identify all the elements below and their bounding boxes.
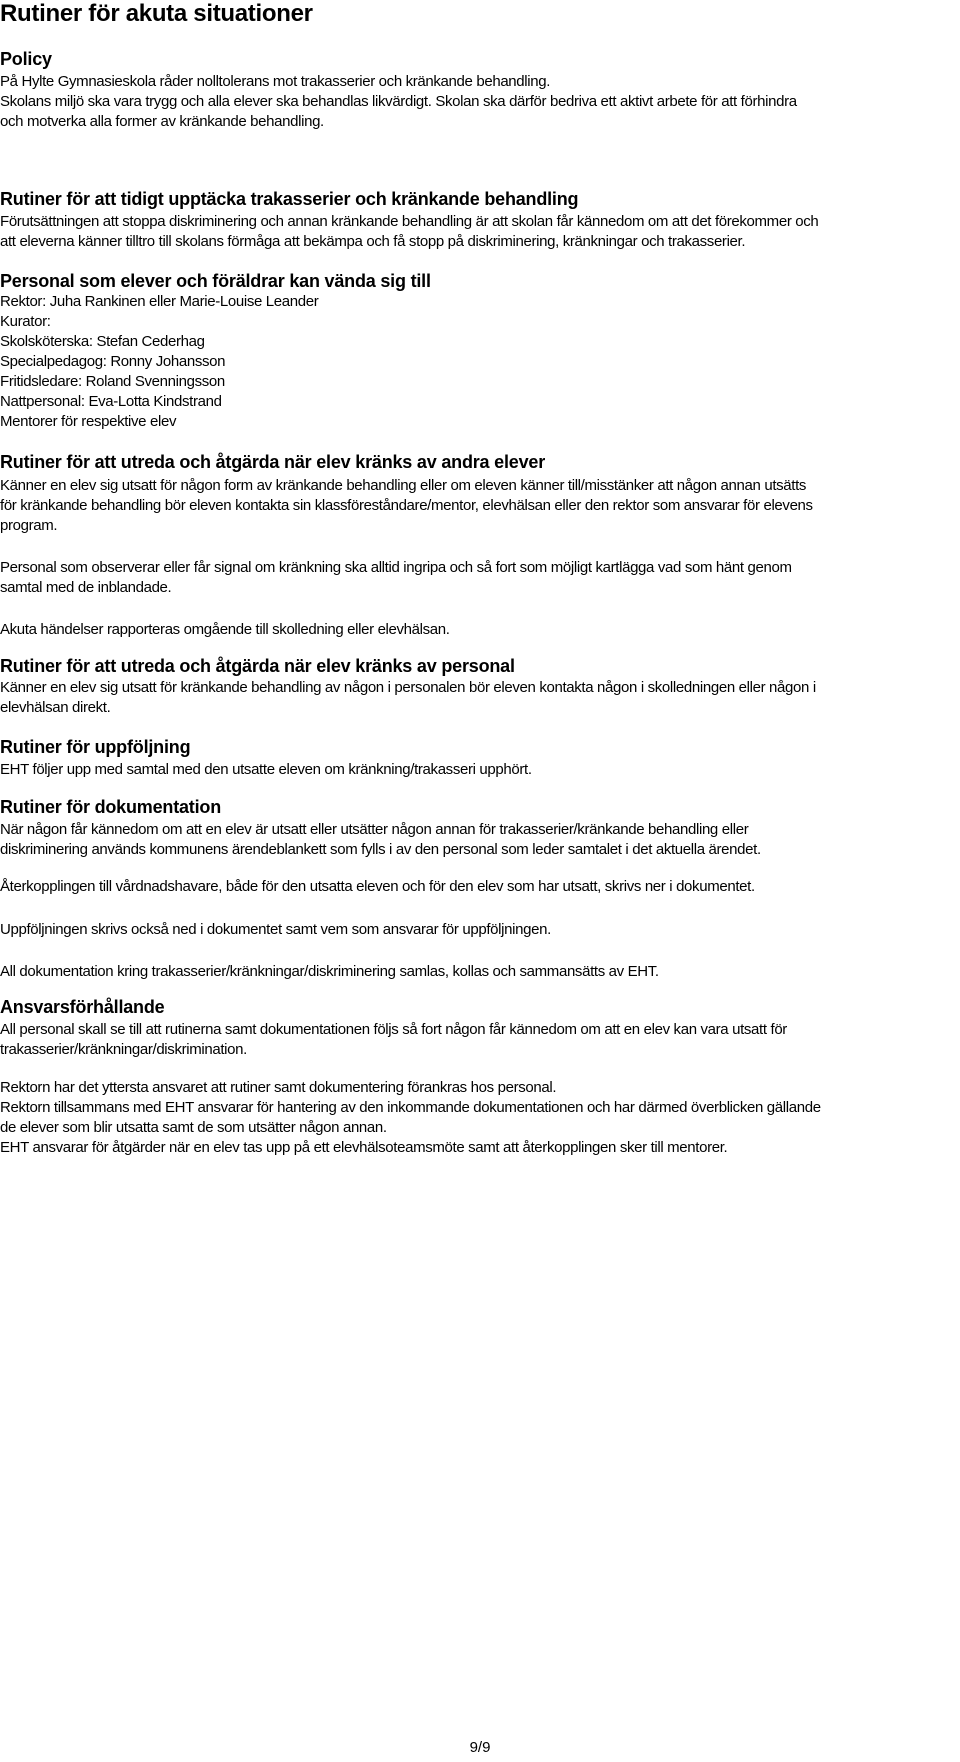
policy-heading: Policy — [0, 49, 52, 69]
text-line: Känner en elev sig utsatt för någon form av kränkande behandling eller om eleven känner till/misstänker att någon annan utsätts — [0, 477, 807, 494]
contact-item: Skolsköterska: Stefan Cederhag — [0, 333, 205, 350]
text-line: Akuta händelser rapporteras omgående till skolledning eller elevhälsan. — [0, 621, 450, 638]
text-line: På Hylte Gymnasieskola råder nolltolerans mot trakasserier och kränkande behandling. — [0, 73, 551, 90]
student-offense-heading: Rutiner för att utreda och åtgärda när elev kränks av andra elever — [0, 452, 546, 472]
text-line: trakasserier/kränkningar/diskrimination. — [0, 1041, 247, 1058]
staff-offense-heading: Rutiner för att utreda och åtgärda när elev kränks av personal — [0, 656, 515, 676]
contacts-list — [0, 292, 955, 432]
text-line: Personal som observerar eller får signal om kränkning ska alltid ingripa och så fort som möjligt kartlägga vad som hänt genom — [0, 559, 792, 576]
page-title: Rutiner för akuta situationer — [0, 0, 313, 27]
early-detection-heading: Rutiner för att tidigt upptäcka trakasserier och kränkande behandling — [0, 189, 579, 209]
text-line: Rektorn har det yttersta ansvaret att rutiner samt dokumentering förankras hos personal. — [0, 1079, 557, 1096]
early-detection-text — [0, 212, 955, 252]
documentation-para-2 — [0, 877, 955, 897]
text-line: Skolans miljö ska vara trygg och alla elever ska behandlas likvärdigt. Skolan ska därför bedriva ett aktivt arbete för att förhindra — [0, 93, 797, 110]
student-offense-para-3 — [0, 620, 955, 640]
contacts-heading: Personal som elever och föräldrar kan vända sig till — [0, 271, 431, 291]
contact-item: Specialpedagog: Ronny Johansson — [0, 353, 226, 370]
contact-item: Mentorer för respektive elev — [0, 413, 177, 430]
text-line: All dokumentation kring trakasserier/kränkningar/diskriminering samlas, kollas och sammansätts av EHT. — [0, 963, 659, 980]
documentation-para-3 — [0, 920, 955, 940]
responsibility-para-1 — [0, 1020, 955, 1060]
student-offense-para-1 — [0, 476, 955, 536]
text-line: Förutsättningen att stoppa diskriminering och annan kränkande behandling är att skolan får kännedom om att det förekommer och — [0, 213, 819, 230]
responsibility-para-2 — [0, 1078, 955, 1158]
student-offense-para-2 — [0, 558, 955, 598]
text-line: elevhälsan direkt. — [0, 699, 111, 716]
text-line: EHT följer upp med samtal med den utsatte eleven om kränkning/trakasseri upphört. — [0, 761, 532, 778]
staff-offense-text — [0, 678, 955, 718]
responsibility-heading: Ansvarsförhållande — [0, 997, 165, 1017]
text-line: för kränkande behandling bör eleven kontakta sin klassföreståndare/mentor, elevhälsan eller den rektor som ansvarar för elevens — [0, 497, 813, 514]
text-line: och motverka alla former av kränkande behandling. — [0, 113, 324, 130]
text-line: Känner en elev sig utsatt för kränkande behandling av någon i personalen bör eleven kontakta någon i skolledningen eller någon i — [0, 679, 816, 696]
text-line: de elever som blir utsatta samt de som utsätter någon annan. — [0, 1119, 387, 1136]
text-line: EHT ansvarar för åtgärder när en elev tas upp på ett elevhälsoteamsmöte samt att återkopplingen sker till mentorer. — [0, 1139, 728, 1156]
documentation-para-4 — [0, 962, 955, 982]
contact-item: Nattpersonal: Eva-Lotta Kindstrand — [0, 393, 222, 410]
text-line: När någon får kännedom om att en elev är utsatt eller utsätter någon annan för trakasserier/kränkande behandling eller — [0, 821, 749, 838]
followup-heading: Rutiner för uppföljning — [0, 737, 191, 757]
page-number: 9/9 — [469, 1739, 491, 1756]
text-line: All personal skall se till att rutinerna samt dokumentationen följs så fort någon får kännedom om att en elev kan vara utsatt för — [0, 1021, 787, 1038]
documentation-heading: Rutiner för dokumentation — [0, 797, 221, 817]
policy-text — [0, 72, 955, 132]
contact-item: Rektor: Juha Rankinen eller Marie-Louise Leander — [0, 293, 319, 310]
text-line: samtal med de inblandade. — [0, 579, 172, 596]
text-line: Återkopplingen till vårdnadshavare, både för den utsatta eleven och för den elev som har utsatt, skrivs ner i dokumentet. — [0, 878, 755, 895]
text-line: program. — [0, 517, 58, 534]
contact-item: Kurator: — [0, 313, 51, 330]
text-line: diskriminering används kommunens ärendeblankett som fylls i av den personal som leder samtalet i det aktuella ärendet. — [0, 841, 761, 858]
text-line: att eleverna känner tilltro till skolans förmåga att bekämpa och få stopp på diskriminering, kränkningar och trakasserier. — [0, 233, 746, 250]
documentation-para-1 — [0, 820, 955, 860]
contact-item: Fritidsledare: Roland Svenningsson — [0, 373, 225, 390]
text-line: Rektorn tillsammans med EHT ansvarar för hantering av den inkommande dokumentationen och har därmed överblicken gällande — [0, 1099, 821, 1116]
followup-text — [0, 760, 955, 780]
text-line: Uppföljningen skrivs också ned i dokumentet samt vem som ansvarar för uppföljningen. — [0, 921, 551, 938]
